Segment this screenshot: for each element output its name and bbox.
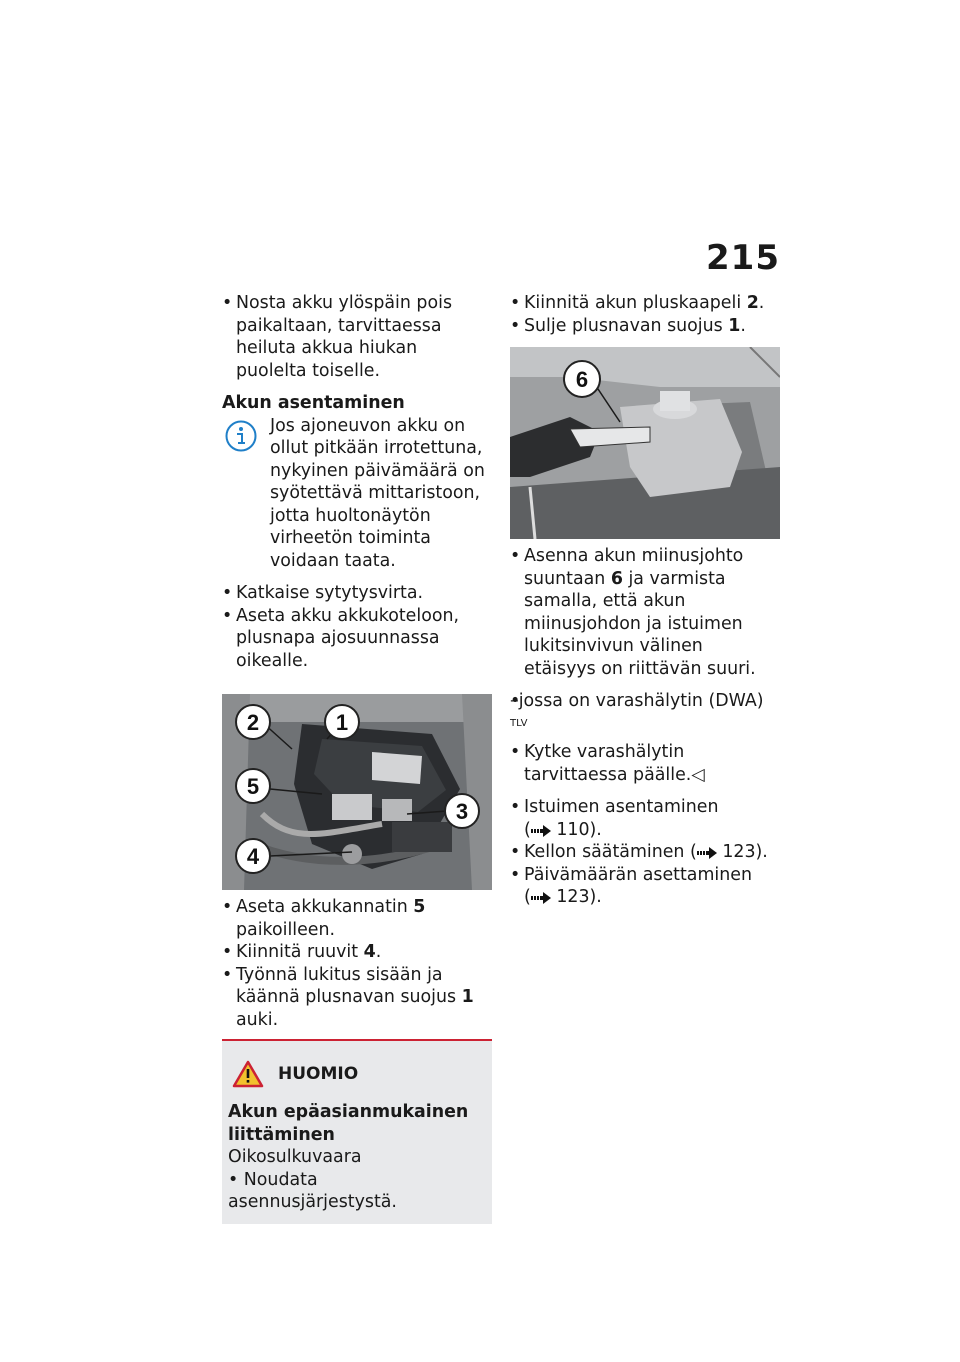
page-ref-arrow-icon: [531, 825, 551, 837]
callout-1: [325, 705, 359, 739]
info-text: Jos ajoneuvon akku on ollut pitkään irrotettuna, nykyinen päivämäärä on syötettävä mittaristoon, jotta huoltonäytön virheetön toiminta voidaan taata.: [270, 415, 485, 571]
list-item: • Asenna akun miinusjohto suuntaan 6 ja varmista samalla, että akun miinusjohdon ja istuimen lukitsinvivun välinen etäisyys on riittävän suuri.: [510, 545, 780, 680]
warning-text: Oikosulkuvaara: [228, 1147, 362, 1167]
svg-text:2: 2: [246, 710, 260, 735]
list-item: • Kiinnitä ruuvit 4.: [222, 941, 492, 964]
left-column: [222, 292, 492, 1224]
callout-6: [564, 361, 600, 397]
condition-line: • –jossa on varashälytin (DWA) $^{TLV}$: [510, 690, 780, 741]
list-item: • Kiinnitä akun pluskaapeli 2.: [510, 292, 780, 315]
list-item: • Päivämäärän asettaminen ( 123).: [510, 864, 780, 909]
info-note: [222, 415, 492, 573]
list-item: • Kytke varashälytin tarvittaessa päälle.◁: [510, 741, 780, 786]
svg-text:4: 4: [246, 844, 260, 869]
callout-3: [445, 794, 479, 828]
svg-text:3: 3: [455, 799, 469, 824]
callout-4: [236, 839, 270, 873]
page-number: 215: [706, 238, 780, 278]
list-item: • Sulje plusnavan suojus 1.: [510, 315, 780, 338]
section-heading: Akun asentaminen: [222, 393, 405, 413]
list-item: • Nosta akku ylöspäin pois paikaltaan, tarvittaessa heiluta akkua hiukan puolelta toiselle.: [222, 292, 492, 382]
info-icon: [224, 419, 258, 453]
right-column: [510, 292, 780, 909]
list-item: • Istuimen asentaminen ( 110).: [510, 796, 780, 841]
warning-title: HUOMIO: [278, 1064, 359, 1084]
warning-subtitle: Akun epäasianmukainen liittäminen: [228, 1102, 469, 1145]
svg-text:5: 5: [246, 774, 260, 799]
list-item: • Kellon säätäminen ( 123).: [510, 841, 780, 864]
warning-icon: [232, 1060, 264, 1088]
warning-item: • Noudata asennusjärjestystä.: [228, 1169, 397, 1212]
negative-cable-photo: [510, 347, 780, 539]
page-ref-arrow-icon: [531, 892, 551, 904]
tlv-marker: TLV: [510, 717, 528, 729]
list-item: • Katkaise sytytysvirta.: [222, 582, 492, 605]
svg-text:6: 6: [575, 367, 589, 392]
end-mark: ◁: [691, 764, 705, 785]
svg-text:1: 1: [335, 710, 349, 735]
warning-box: [222, 1039, 492, 1224]
callout-5: [236, 769, 270, 803]
list-item: • Työnnä lukitus sisään ja käännä plusnavan suojus 1 auki.: [222, 964, 492, 1032]
callout-2: [236, 705, 270, 739]
battery-installed-photo: [222, 694, 492, 890]
list-item: • Aseta akku akkukoteloon, plusnapa ajosuunnassa oikealle.: [222, 605, 492, 673]
list-item: • Aseta akkukannatin 5 paikoilleen.: [222, 896, 492, 941]
page-ref-arrow-icon: [697, 847, 717, 859]
